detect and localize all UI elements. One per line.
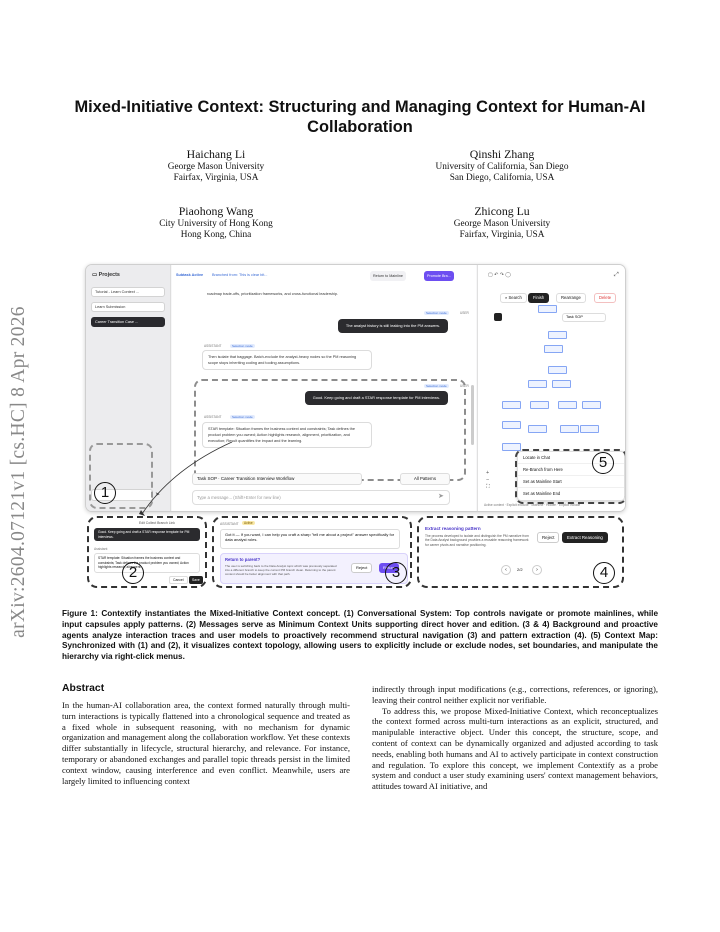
abstract-left-column (62, 700, 350, 786)
author-block (372, 147, 632, 184)
save-button[interactable]: Save (189, 576, 203, 584)
label-4: 4 (593, 562, 615, 584)
pattern-body: The process developed to isolate and distinguish the PM narrative from the Data Analyst background provides a reusable reasoning framework for career pivots and narrative positioning. (425, 534, 529, 547)
assistant-message[interactable]: Got it — If you want, I can help you craft a sharp "tell me about a project" answer specifically for data analyst roles. (220, 529, 400, 549)
abstract-heading: Abstract (62, 683, 105, 694)
expand-icon[interactable]: ⤢ (614, 272, 619, 278)
return-button[interactable]: Return (379, 563, 399, 573)
teaser-figure (82, 264, 628, 594)
author-name: Piaohong Wang (178, 204, 254, 218)
sidebar-title-text: Projects (98, 272, 120, 278)
branched-from: Branched from: This is clear bit... (212, 273, 268, 277)
author-affiliation: University of California, San Diego (435, 162, 569, 172)
author-affiliation: George Mason University (453, 219, 551, 229)
arxiv-stamp (2, 252, 36, 692)
next-page-button[interactable] (532, 565, 542, 575)
assistant-label: ASSISTANT (220, 522, 239, 526)
sidebar-item-active[interactable]: Career Transition Case ... (91, 317, 165, 327)
author-affiliation: George Mason University (167, 162, 265, 172)
author-block (86, 204, 346, 241)
chevron-left-icon: ‹ (505, 567, 507, 573)
promote-branch-button[interactable]: Promote Bra... (424, 271, 454, 281)
abstract-paragraph: In the human-AI collaboration area, the context formed naturally through multi-turn interactions is typically flattened into a chronological sequence and treated as a fixed whole in subsequent reasoning, with no mechanism for dynamic organization and management along the collaboration workflow. Yet these contexts differ substantially in lifecycle, structural hierarchy, and relevance. For instance, temporary or abandoned exchanges and parallel topic threads persist in the limited context window, causing interference and even conflict. Meanwhile, users are largely limited to influencing context (62, 700, 350, 786)
return-mainline-button[interactable]: Return to Mainline (370, 271, 406, 281)
label-1: 1 (94, 482, 116, 504)
search-label: Search (508, 295, 522, 300)
edit-textarea[interactable]: STAR template: Situation frames the business context and constraints; Task defines the product problem you owned; Action highlights research, alignment. (94, 553, 200, 573)
pattern-select[interactable]: Task SOP (562, 313, 606, 322)
author-location: Fairfax, Virginia, USA (459, 230, 545, 241)
all-patterns-button[interactable]: All Patterns (400, 473, 450, 485)
prompt-body: The user is switching back to the Data Analyst topic which was previously separated into a different branch to keep the current PM branch clean. Returning to the parent context should be better alignment with that path. (225, 564, 337, 576)
folder-icon: ▭ (92, 272, 99, 278)
send-icon[interactable]: ➤ (155, 492, 161, 498)
selection-tag: Selection mode (232, 344, 253, 348)
message-input[interactable]: Type a message... (Shift+Enter for new line) (192, 490, 450, 505)
cancel-button[interactable]: Cancel (169, 576, 188, 584)
message-toolbar[interactable]: Edit Collect Branch Link (139, 521, 175, 525)
rearrange-button[interactable]: Rearrange (556, 293, 586, 303)
menu-mainline-start[interactable]: Set as Mainline Start (518, 476, 624, 488)
author-name: Qinshi Zhang (469, 147, 535, 161)
author-affiliation: City University of Hong Kong (159, 219, 273, 229)
author-block (86, 147, 346, 184)
page-indicator: 2/2 (517, 567, 523, 572)
chevron-right-icon: › (536, 567, 538, 573)
selection-tag: Selection mode (426, 311, 447, 315)
menu-rebranch[interactable]: Re-Branch from Here (518, 464, 624, 476)
sidebar-item[interactable]: Learn Submission (91, 302, 165, 312)
abstract-paragraph: To address this, we propose Mixed-Initiative Context, which reconceptualizes the context formed across multi-turn interactions as an explicit, structured, and manipulable interactive object. Under this concept, the structure, scope, and content of context can be dynamically organized and adjusted according to task needs, enabling both humans and AI to actively participate in context construction and regulation. To explore this concept, we implement Contextify as a probe system and conduct a user study examining users' context management behaviors, attitudes toward AI initiative, and (372, 705, 658, 792)
label-3: 3 (385, 562, 407, 584)
selection-tag: Selection mode (426, 384, 447, 388)
assistant-message[interactable]: STAR template: Situation frames the business context and constraints; Task defines the product problem you owned; Action highlights research, alignment, prioritization, and execution; Result quantifies the impact and the learning. (202, 422, 372, 448)
finish-button[interactable]: Finish (528, 293, 549, 303)
map-legend: Active context · Explicit exclude · Mainline · Hidden · Explicit include (484, 503, 581, 507)
pattern-capsule[interactable]: Task SOP · Career Transition Interview Workflow (192, 473, 362, 485)
author-name: Haichang Li (186, 147, 246, 161)
user-message[interactable]: The analyst history is still leaking into the PM answers. (338, 319, 448, 333)
paper-title: Mixed-Initiative Context: Structuring and Managing Context for Human-AI Collaboration (74, 98, 646, 136)
return-prompt (220, 553, 408, 584)
prev-page-button[interactable] (501, 565, 511, 575)
extract-reasoning-button[interactable]: Extract Reasoning (562, 532, 608, 543)
assistant-label: ASSISTANT (204, 415, 222, 419)
search-icon: ⌕ (505, 295, 509, 300)
assistant-label: Assistant (94, 547, 108, 551)
label-5: 5 (592, 452, 614, 474)
author-block (372, 204, 632, 241)
user-message[interactable]: Good. Keep going and draft a STAR response template for PM interviews. (305, 391, 448, 405)
delete-button[interactable]: Delete (594, 293, 616, 303)
user-label: USER (460, 311, 469, 315)
arxiv-id: arXiv:2604.07121v1 [cs.HC] 8 Apr 2026 (8, 306, 29, 638)
user-message[interactable]: Good. Keep going and draft a STAR response template for PM interviews. (94, 528, 200, 541)
author-location: San Diego, California, USA (449, 173, 555, 184)
abstract-paragraph: indirectly through input modifications (e.g., corrections, references, or ignoring), leaving their control neither explicit nor verifiable. (372, 684, 658, 705)
author-location: Fairfax, Virginia, USA (173, 173, 259, 184)
pattern-title: Extract reasoning pattern (425, 526, 481, 531)
map-window-controls[interactable]: ▢ ↶ ↷ ◯ (488, 272, 511, 278)
reject-button[interactable]: Reject (537, 532, 559, 543)
zoom-controls[interactable]: + − ⛶ (486, 470, 490, 490)
active-badge: Active (244, 521, 253, 525)
send-icon[interactable]: ➤ (438, 493, 444, 500)
author-location: Hong Kong, China (180, 230, 252, 241)
assistant-label: ASSISTANT (204, 344, 222, 348)
panel-navigation-suggestion (212, 516, 412, 588)
figure-caption: Figure 1: Contextify instantiates the Mixed-Initiative Context concept. (1) Conversational System: Top controls navigate or promote mainlines, while input capsules apply patterns. (2) Messages serve as Minimum Context Units supporting direct hover and edition. (3 & 4) Background and proactive agents analyze interaction traces and user models to proactively recommend structural navigation (3) and pattern extraction (4). (5) Context Map: Synchronized with (1) and (2), it visualizes context topology, allowing users to explicitly include or exclude nodes, set boundaries, and manipulate the hierarchy via right-click menus. (62, 609, 658, 662)
reject-button[interactable]: Reject (351, 563, 372, 573)
abstract-right-column (372, 684, 658, 792)
menu-mainline-end[interactable]: Set as Mainline End (523, 491, 561, 496)
selection-tag: Selection mode (232, 415, 253, 419)
subtask-indicator: Subtask Active (176, 273, 204, 277)
author-name: Zhicong Lu (474, 204, 530, 218)
assistant-message[interactable]: roadmap trade-offs, prioritization frameworks, and cross-functional leadership. (202, 288, 392, 300)
user-label: USER (460, 384, 469, 388)
sidebar-item[interactable]: Tutorial - Learn Context ... (91, 287, 165, 297)
panel-message-edit (87, 516, 207, 588)
menu-locate-in-chat[interactable]: Locate in Chat (518, 452, 624, 464)
assistant-message[interactable]: Then isolate that baggage. Batch-exclude the analyst-heavy nodes so the PM reasoning scope stops inheriting coding and tooling assumptions. (202, 350, 372, 370)
label-2: 2 (122, 562, 144, 584)
prompt-title: Return to parent? (225, 557, 261, 562)
